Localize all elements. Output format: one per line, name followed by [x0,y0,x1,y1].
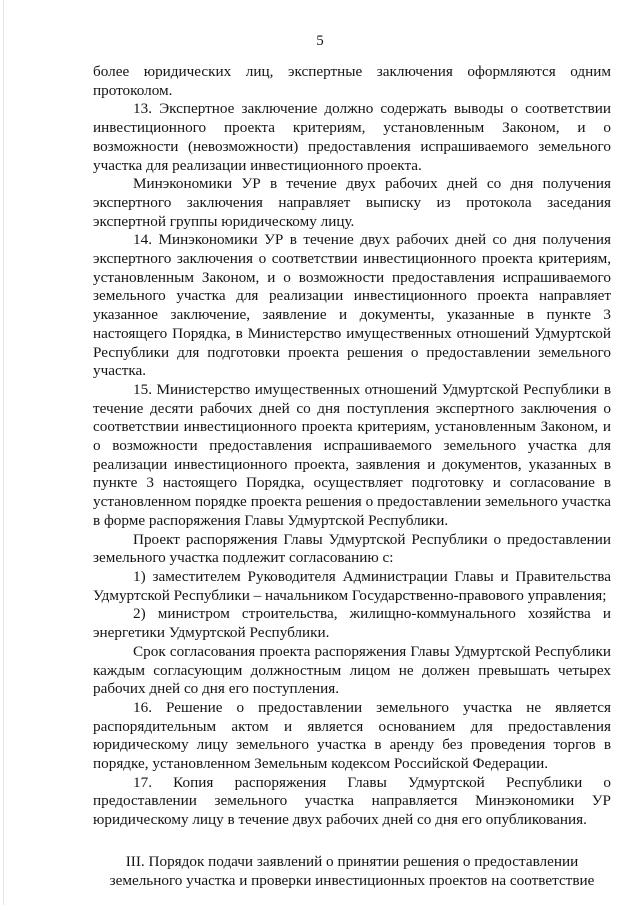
section-heading-line-1: III. Порядок подачи заявлений о принятии решения о предоставлении [125,852,579,870]
page-number: 5 [316,33,324,49]
paragraph-item-14: 14. Минэкономики УР в течение двух рабочих дней со дня получения экспертного заключения о соответствии инвестиционного проекта критериям, установленным Законом, и о возможности предоставления испрашиваемого земельного участка для реализации инвестиционного проекта направляет указанное заключение, заявление и документы, указанные в пункте 3 настоящего Порядка, в Министерство имущественных отношений Удмуртской Республики для подготовки проекта решения о предоставлении земельного участка. [93,231,611,380]
paragraph-continuation: более юридических лиц, экспертные заключения оформляются одним протоколом. [93,63,611,99]
paragraph-approval-intro: Проект распоряжения Главы Удмуртской Республики о предоставлении земельного участка подлежит согласованию с: [93,530,611,567]
section-heading-line-2: земельного участка и проверки инвестиционных проектов на соответствие [109,871,595,889]
paragraph-item-13: 13. Экспертное заключение должно содержать выводы о соответствии инвестиционного проекта критериям, установленным Законом, и о возможности (невозможности) предоставления испрашиваемого земельного участка для реализации инвестиционного проекта. [93,100,611,174]
scan-edge [3,0,4,905]
paragraph-extract-sending: Минэкономики УР в течение двух рабочих дней со дня получения экспертного заключения направляет выписку из протокола заседания экспертной группы юридическому лицу. [93,175,611,230]
list-item-1: 1) заместителем Руководителя Администрации Главы и Правительства Удмуртской Республики – начальником Государственно-правового управления; [93,567,611,604]
list-item-2: 2) министром строительства, жилищно-коммунального хозяйства и энергетики Удмуртской Республики. [93,605,611,642]
document-body [93,63,611,890]
paragraph-item-16: 16. Решение о предоставлении земельного участка не является распорядительным актом и является основанием для предоставления юридическому лицу земельного участка в аренду без проведения торгов в порядке, установленном Земельным кодексом Российской Федерации. [93,698,611,773]
paragraph-item-15: 15. Министерство имущественных отношений Удмуртской Республики в течение десяти рабочих дней со дня поступления экспертного заключения о соответствии инвестиционного проекта критериям, установленным Законом, и о возможности предоставления испрашиваемого земельного участка для реализации инвестиционного проекта, заявления и документов, указанных в пункте 3 настоящего Порядка, осуществляет подготовку и согласование в установленном порядке проекта решения о предоставлении земельного участка в форме распоряжения Главы Удмуртской Республики. [93,380,611,529]
paragraph-item-17: 17. Копия распоряжения Главы Удмуртской Республики о предоставлении земельного участка направляется Минэкономики УР юридическому лицу в течение двух рабочих дней со дня его опубликования. [93,773,611,829]
paragraph-approval-term: Срок согласования проекта распоряжения Главы Удмуртской Республики каждым согласующим должностным лицом не должен превышать четырех рабочих дней со дня его поступления. [93,642,611,698]
section-heading [93,853,611,890]
